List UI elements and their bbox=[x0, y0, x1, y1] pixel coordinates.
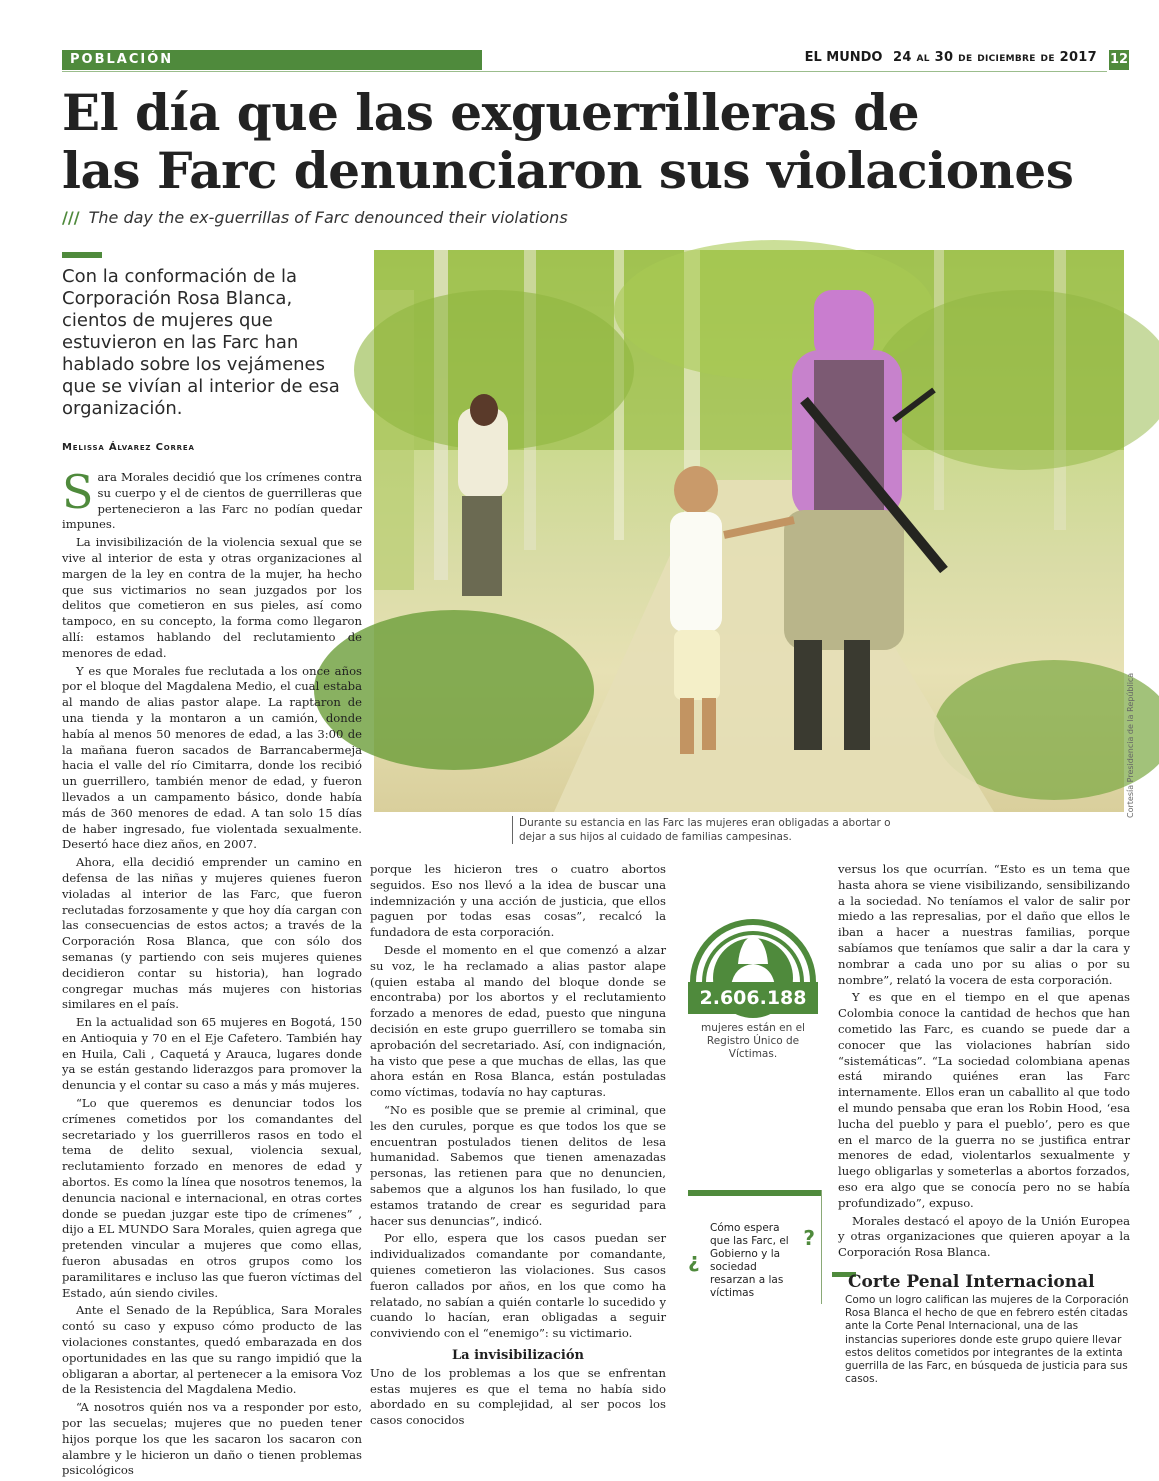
headline bbox=[62, 84, 1122, 200]
photo-caption: Durante su estancia en las Farc las mujeres eran obligadas a abortar o dejar a sus hijos al cuidado de familias campesinas. bbox=[512, 816, 892, 844]
paragraph: “A nosotros quién nos va a responder por esto, por las secuelas; mujeres que no pueden tener hijos porque los que les sacaron los sacaron con alambre y le hicieron un daño o tienen problemas psicológicos bbox=[62, 1400, 362, 1478]
article-photo bbox=[374, 250, 1124, 812]
issue-dates: 24 al 30 de diciembre de 2017 bbox=[893, 50, 1097, 65]
stat-label: mujeres están en el Registro Único de Víctimas. bbox=[701, 1022, 805, 1060]
stat-value: 2.606.188 bbox=[688, 982, 818, 1014]
question-mark-open: ¿ bbox=[688, 1248, 700, 1272]
woman-silhouette-icon bbox=[688, 886, 818, 986]
lead-accent-bar bbox=[62, 252, 102, 258]
subtitle bbox=[62, 208, 762, 227]
paragraph: Desde el momento en el que comenzó a alzar su voz, le ha reclamado a alias pastor alape (quien estaba al mando del bloque donde se encontraba) por los abortos y el reclutamiento forzado a menores de edad, puesto que ninguna decisión en este grupo guerrillero se tomaba sin aprobación del secretariado. Así, con indignación, ha visto que pese a que muchas de ellas, las que ahora están en Rosa Blanca, están postuladas como víctimas, todavía no hay capturas. bbox=[370, 942, 666, 1100]
page-number: 12 bbox=[1109, 50, 1129, 70]
paragraph: Morales destacó el apoyo de la Unión Europea y otras organizaciones que quieren apoyar a la Corporación Rosa Blanca. bbox=[838, 1213, 1130, 1260]
subheading: La invisibilización bbox=[452, 1347, 584, 1363]
header-rule bbox=[62, 71, 1107, 72]
photo-credit: Cortesía Presidencia de la República bbox=[1126, 672, 1135, 818]
question-text: Cómo espera que las Farc, el Gobierno y la sociedad resarzan a las víctimas bbox=[710, 1222, 789, 1299]
paragraph: Ahora, ella decidió emprender un camino en defensa de las niñas y mujeres quienes fueron violadas al interior de las Farc, que fueron reclutadas forzosamente y que hoy día cargan con las consecuencias de estos actos; a través de la Corporación Rosa Blanca, que con sólo dos semanas (y partiendo con seis mujeres quienes decidieron contar su historia), han logrado congregar muchas más mujeres con historias similares en el país. bbox=[62, 855, 362, 1012]
paragraph bbox=[62, 465, 362, 533]
paragraph: versus los que ocurrían. “Esto es un tema que hasta ahora se viene visibilizando, sensibilizando a la sociedad. No teníamos el valor de salir por miedo a las represalias, por el daño que ellos le iban a hacer a nuestras familias, porque sabíamos que teníamos que salir a dar la cara y nombrar a cada uno por su alias o por su nombre”, relató la vocera de esta corporación. bbox=[838, 862, 1130, 987]
article-column-1 bbox=[62, 465, 362, 1481]
question-mark-close: ? bbox=[803, 1226, 815, 1250]
newspaper-name: EL MUNDO bbox=[804, 50, 883, 65]
stat-infographic bbox=[688, 886, 818, 1086]
paragraph: Y es que en el tiempo en el que apenas Colombia conoce la cantidad de hechos que han cometido las Farc, es cuando se puede dar a conocer que las violaciones habrían sido “sistemáticas”. “La sociedad colombiana apenas está mirando quiénes eran las Farc internamente. Ellos eran un caballito al que todo el mundo pensaba que eran los Robin Hood, ‘esa lucha del pueblo y para el pueblo’, pero es que en el marco de la guerra no se justifica entrar menores de edad, violentarlos sexualmente y luego obligarlas y someterlas a abortos forzados, eso era algo que se conocía pero no se había profundizado”, expuso. bbox=[838, 990, 1130, 1210]
drop-cap: S bbox=[62, 465, 94, 519]
paragraph: La invisibilización de la violencia sexual que se vive al interior de esta y otras organizaciones al margen de la ley en contra de la mujer, ha hecho que sus victimarios no sean juzgados por los delitos que cometieron en sus pieles, así como tampoco, en su concepto, la forma como llegaron allí: estamos hablando del reclutamiento de menores de edad. bbox=[62, 535, 362, 660]
sidebar-text: Como un logro califican las mujeres de la Corporación Rosa Blanca el hecho de que en febrero estén citadas ante la Corte Penal Internacional, una de las instancias superiores donde este grupo quiere llevar estos delitos cometidos por integrantes de la extinta guerrilla de las Farc, en búsqueda de justicia para sus casos. bbox=[845, 1294, 1129, 1386]
paragraph: Uno de los problemas a los que se enfrentan estas mujeres es que el tema no había sido abordado en su complejidad, al ser pocos los casos conocidos bbox=[370, 1365, 666, 1428]
subtitle-text: The day the ex-guerrillas of Farc denounced their violations bbox=[88, 208, 568, 227]
paragraph: Ante el Senado de la República, Sara Morales contó su caso y expuso cómo producto de las violaciones constantes, quedó embarazada en dos oportunidades en las que su rango impidió que la obligaran a abortar, al pertenecer a la emisora Voz de la Resistencia del Magdalena Medio. bbox=[62, 1303, 362, 1397]
sidebar-title: Corte Penal Internacional bbox=[848, 1272, 1095, 1292]
paragraph: “Lo que queremos es denunciar todos los crímenes cometidos por los comandantes del secretariado y los guerrilleros rasos en todo el tema de delito sexual, violencia sexual, reclutamiento forzado en menores de edad y abortos. Es como la línea que nosotros tenemos, la denuncia nacional e internacional, en otras cortes donde se puedan juzgar este tipo de crímenes” , dijo a EL MUNDO Sara Morales, quien agrega que pretenden vincular a mujeres que como ellas, fueron abusadas en otros grupos como los paramilitares e incluso las que fueron víctimas del Estado, aún siendo civiles. bbox=[62, 1096, 362, 1300]
section-tag: POBLACIÓN bbox=[62, 50, 482, 70]
paragraph: Por ello, espera que los casos puedan ser individualizados comandante por comandante, quienes cometieron las violaciones. Sus casos fueron callados por años, en los que como ha relatado, no sabían a quién contarle lo sucedido y cuando lo hacían, eran obligadas a seguir conviviendo con el “enemigo”: su victimario. bbox=[370, 1231, 666, 1341]
paragraph-text: ara Morales decidió que los crímenes contra su cuerpo y el de cientos de guerrilleras que pertenecieron a las Farc no podían quedar impunes. bbox=[62, 470, 362, 532]
byline: Melissa Álvarez Correa bbox=[62, 442, 195, 453]
lead-paragraph: Con la conformación de la Corporación Rosa Blanca, cientos de mujeres que estuvieron en las Farc han hablado sobre los vejámenes que se vivían al interior de esa organización. bbox=[62, 266, 340, 419]
paragraph: En la actualidad son 65 mujeres en Bogotá, 150 en Antioquia y 70 en el Eje Cafetero. También hay en Huila, Cali , Caquetá y Arauca, lugares donde ya se están gestando liderazgos para promover la denuncia y el contar su caso a más y más mujeres. bbox=[62, 1015, 362, 1093]
headline-line-2: las Farc denunciaron sus violaciones bbox=[62, 141, 1074, 200]
paragraph: Y es que Morales fue reclutada a los once años por el bloque del Magdalena Medio, el cual estaba al mando de alias pastor alape. La raptaron de una tienda y la montaron a un camión, donde había al menos 50 menores de edad, a las 3:00 de la mañana fueron sacados de Barrancabermeja hacia el valle del río Cimitarra, donde los recibió un guerrillero, también menor de edad, y fueron llevados a un campamento básico, donde había más de 360 menores de edad. A tan solo 15 días de haber ingresado, fue violentada sexualmente. Desertó hace diez años, en 2007. bbox=[62, 663, 362, 852]
question-accent-bar bbox=[688, 1190, 821, 1196]
subtitle-slashes: /// bbox=[62, 208, 80, 227]
masthead bbox=[805, 50, 1097, 70]
headline-line-1: El día que las exguerrilleras de bbox=[62, 83, 920, 142]
question-box bbox=[688, 1190, 822, 1304]
paragraph: porque les hicieron tres o cuatro abortos seguidos. Eso nos llevó a la idea de buscar una indemnización y una acción de justicia, que ellos paguen por todas esas cosas”, recalcó la fundadora de esta corporación. bbox=[370, 862, 666, 940]
photo-illustration bbox=[374, 250, 1124, 812]
article-column-3 bbox=[838, 862, 1130, 1263]
article-column-2 bbox=[370, 862, 666, 1431]
paragraph: “No es posible que se premie al criminal, que les den curules, porque es que todos los que se encuentran postulados tienen delitos de lesa humanidad. Sabemos que tienen amenazadas personas, las retienen para que no denuncien, sabemos que a algunos los han fusilado, lo que estamos tratando de crear es seguridad para hacer sus denuncias”, indicó. bbox=[370, 1102, 666, 1228]
